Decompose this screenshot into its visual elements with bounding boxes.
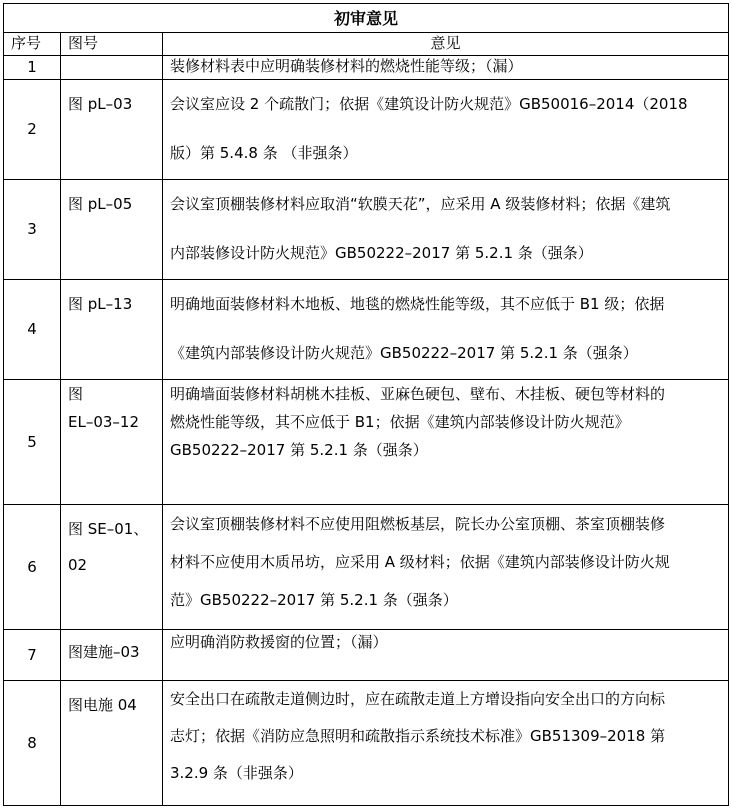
header-seq: 序号 bbox=[4, 33, 61, 56]
table-row bbox=[4, 505, 729, 630]
table-row bbox=[4, 380, 729, 505]
row-figure bbox=[61, 56, 163, 80]
row-opinion: 安全出口在疏散走道侧边时，应在疏散走道上方增设指向安全出口的方向标 志灯；依据《消防应急照明和疏散指示系统技术标准》GB51309–2018 第 3.2.9 条（非强条） bbox=[163, 681, 729, 806]
row-seq: 4 bbox=[4, 280, 61, 380]
row-figure: 图 pL–03 bbox=[61, 80, 163, 180]
row-seq: 6 bbox=[4, 505, 61, 630]
row-seq: 3 bbox=[4, 180, 61, 280]
row-opinion: 会议室顶棚装修材料不应使用阻燃板基层，院长办公室顶棚、茶室顶棚装修 材料不应使用木质吊坊，应采用 A 级材料；依据《建筑内部装修设计防火规 范》GB50222–2017 第 5.2.1 条（强条） bbox=[163, 505, 729, 630]
row-seq: 2 bbox=[4, 80, 61, 180]
row-seq: 5 bbox=[4, 380, 61, 505]
row-figure: 图 SE–01、 02 bbox=[61, 505, 163, 630]
table-title-row bbox=[4, 4, 729, 33]
row-seq: 1 bbox=[4, 56, 61, 80]
row-opinion: 装修材料表中应明确装修材料的燃烧性能等级；（漏） bbox=[163, 56, 729, 80]
row-seq: 8 bbox=[4, 681, 61, 806]
row-opinion: 明确墙面装修材料胡桃木挂板、亚麻色硬包、壁布、木挂板、硬包等材料的 燃烧性能等级，其不应低于 B1；依据《建筑内部装修设计防火规范》 GB50222–2017 第 5.2.1 条（强条） bbox=[163, 380, 729, 505]
table-row bbox=[4, 630, 729, 681]
row-figure: 图建施–03 bbox=[61, 630, 163, 681]
row-seq: 7 bbox=[4, 630, 61, 681]
row-opinion: 会议室应设 2 个疏散门；依据《建筑设计防火规范》GB50016–2014（2018 版）第 5.4.8 条 （非强条） bbox=[163, 80, 729, 180]
header-opinion: 意见 bbox=[163, 33, 729, 56]
table-row bbox=[4, 80, 729, 180]
table-header-row bbox=[4, 33, 729, 56]
row-figure: 图电施 04 bbox=[61, 681, 163, 806]
review-opinion-table bbox=[3, 3, 729, 806]
row-opinion: 应明确消防救援窗的位置；（漏） bbox=[163, 630, 729, 681]
row-figure: 图 EL–03–12 bbox=[61, 380, 163, 505]
table-row bbox=[4, 280, 729, 380]
row-figure: 图 pL–05 bbox=[61, 180, 163, 280]
table-row bbox=[4, 681, 729, 806]
row-opinion: 会议室顶棚装修材料应取消“软膜天花”，应采用 A 级装修材料；依据《建筑 内部装修设计防火规范》GB50222–2017 第 5.2.1 条（强条） bbox=[163, 180, 729, 280]
row-opinion: 明确地面装修材料木地板、地毯的燃烧性能等级，其不应低于 B1 级；依据 《建筑内部装修设计防火规范》GB50222–2017 第 5.2.1 条（强条） bbox=[163, 280, 729, 380]
table-title: 初审意见 bbox=[4, 4, 729, 33]
row-figure: 图 pL–13 bbox=[61, 280, 163, 380]
table-row bbox=[4, 180, 729, 280]
table-row bbox=[4, 56, 729, 80]
header-figure: 图号 bbox=[61, 33, 163, 56]
